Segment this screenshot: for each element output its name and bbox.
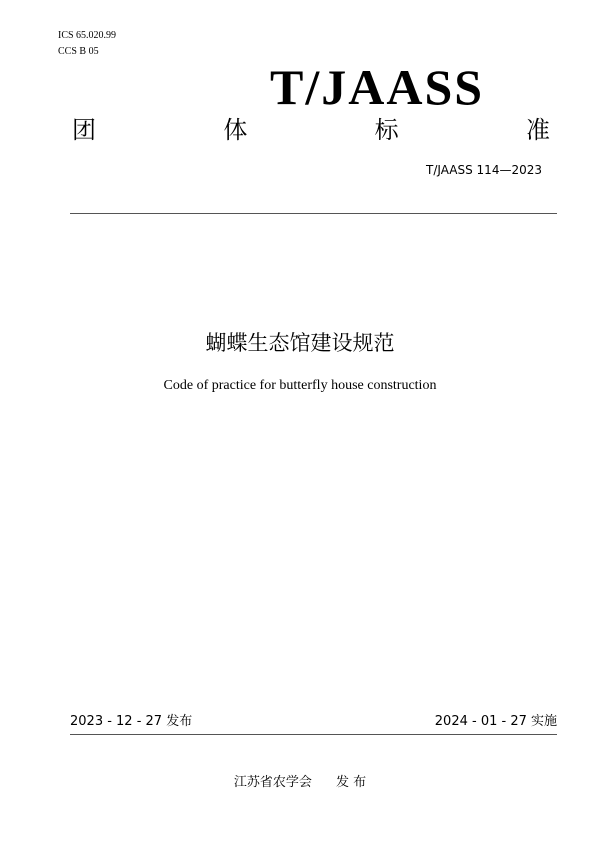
issue-date: 2023 - 12 - 27 发布 <box>70 714 193 729</box>
implementation-date: 2024 - 01 - 27 实施 <box>434 714 557 729</box>
bottom-divider <box>70 734 557 735</box>
standard-number: T/JAASS 114—2023 <box>426 163 542 177</box>
ics-code: ICS 65.020.99 <box>58 30 117 41</box>
standard-type-char: 准 <box>525 116 550 144</box>
standard-type-char: 标 <box>374 116 399 144</box>
standard-type-char: 体 <box>223 116 248 144</box>
standard-type <box>72 116 550 144</box>
issuer-line <box>0 775 600 791</box>
ccs-code: CCS B 05 <box>58 46 99 57</box>
top-divider <box>70 213 557 214</box>
issuer-action: 发 布 <box>335 775 367 790</box>
standard-brand-logo: T/JAASS <box>270 59 485 115</box>
title-english: Code of practice for butterfly house construction <box>163 378 437 393</box>
standard-type-char: 团 <box>72 116 96 144</box>
issuer-name: 江苏省农学会 <box>233 775 312 790</box>
title-chinese: 蝴蝶生态馆建设规范 <box>205 331 395 355</box>
